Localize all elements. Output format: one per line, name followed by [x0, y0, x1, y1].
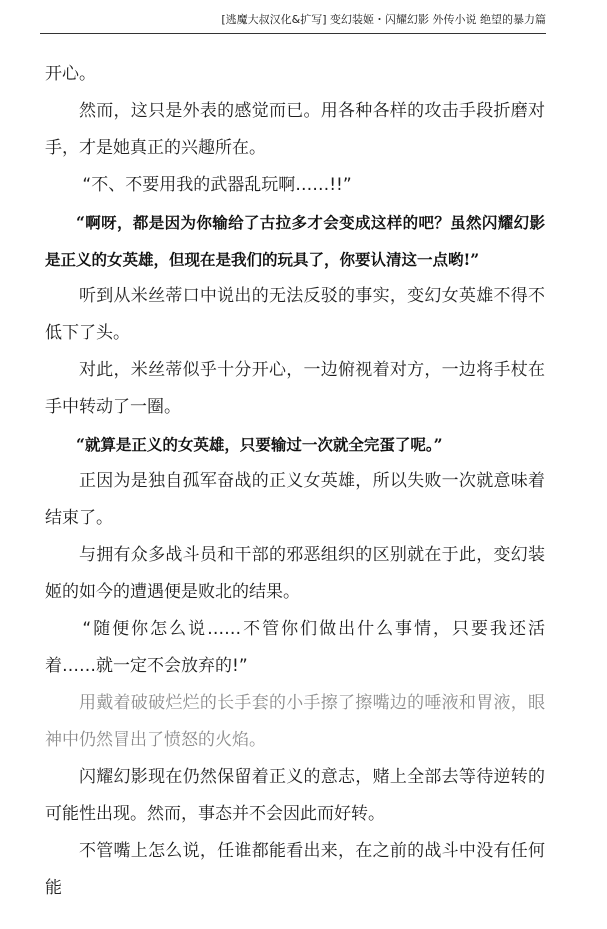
bold-dialogue-paragraph: “就算是正义的女英雄，只要输过一次就全完蛋了呢。” — [76, 435, 443, 454]
gray-paragraph: 用戴着破破烂烂的长手套的小手擦了擦嘴边的唾液和胃液，眼神中仍然冒出了愤怒的火焰。 — [45, 693, 545, 750]
paragraph: 对此，米丝蒂似乎十分开心，一边俯视着对方，一边将手杖在手中转动了一圈。 — [45, 360, 545, 417]
paragraph: 然而，这只是外表的感觉而已。用各种各样的攻击手段折磨对手，才是她真正的兴趣所在。 — [45, 101, 545, 158]
paragraph: 与拥有众多战斗员和干部的邪恶组织的区别就在于此，变幻装姬的如今的遭遇便是败北的结果。 — [45, 545, 545, 602]
page-header: [逃魔大叔汉化&扩写] 变幻装姬・闪耀幻影 外传小说 绝望的暴力篇 — [221, 13, 546, 26]
bold-dialogue-paragraph: “啊呀，都是因为你输给了古拉多才会变成这样的吧？虽然闪耀幻影是正义的女英雄，但现在是我们的玩具了，你要认清这一点哟!” — [45, 213, 545, 269]
dialogue-paragraph: “不、不要用我的武器乱玩啊……!!” — [82, 175, 352, 195]
paragraph: 不管嘴上怎么说，任谁都能看出来，在之前的战斗中没有任何能 — [45, 841, 545, 898]
paragraph: 听到从米丝蒂口中说出的无法反驳的事实，变幻女英雄不得不低下了头。 — [45, 286, 545, 343]
paragraph: 正因为是独自孤军奋战的正义女英雄，所以失败一次就意味着结束了。 — [45, 471, 545, 528]
header-divider — [40, 33, 546, 34]
paragraph: 闪耀幻影现在仍然保留着正义的意志，赌上全部去等待逆转的可能性出现。然而，事态并不会因此而好转。 — [45, 767, 545, 824]
dialogue-paragraph: “随便你怎么说……不管你们做出什么事情，只要我还活着……就一定不会放弃的!” — [45, 619, 545, 676]
document-body — [45, 56, 545, 907]
paragraph: 开心。 — [45, 64, 96, 84]
